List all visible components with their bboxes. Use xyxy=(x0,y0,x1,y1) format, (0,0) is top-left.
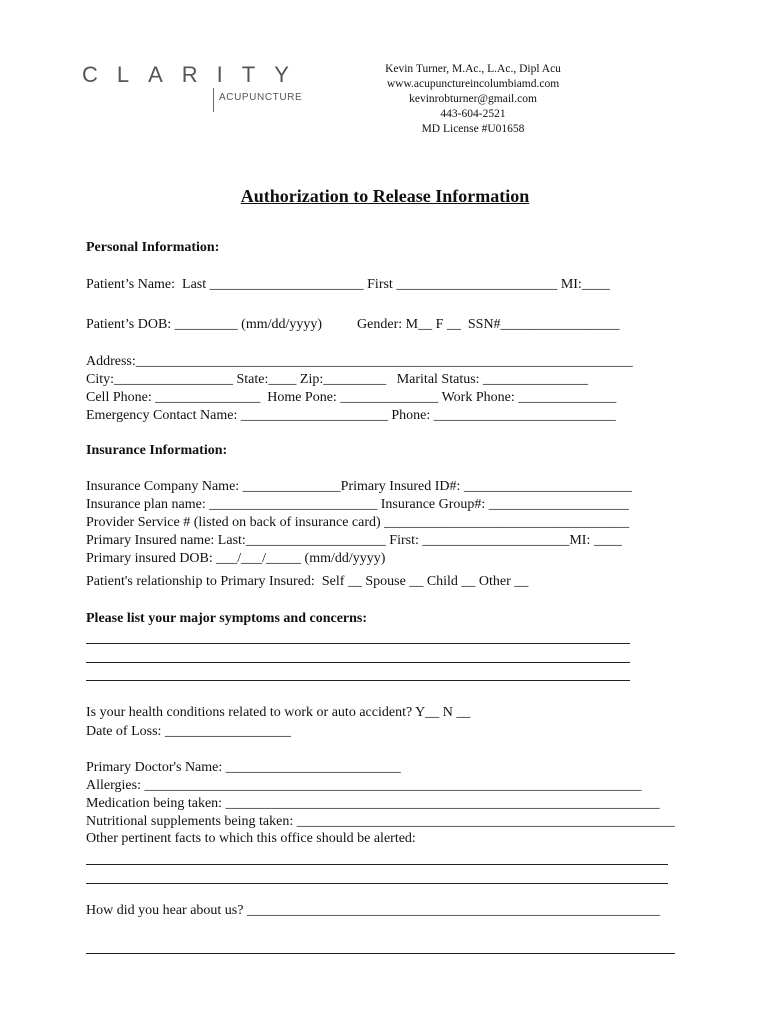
allergies-field[interactable]: Allergies: _______________________________________________________________________ xyxy=(86,778,642,793)
patient-name-field[interactable]: Patient’s Name: Last ______________________ First _______________________ MI:____ xyxy=(86,277,610,292)
insurance-heading: Insurance Information: xyxy=(86,443,228,458)
referral-extra-line[interactable] xyxy=(86,953,675,954)
city-state-zip-field[interactable]: City:_________________ State:____ Zip:_________ Marital Status: _______________ xyxy=(86,372,589,387)
accident-question[interactable]: Is your health conditions related to work or auto accident? Y__ N __ xyxy=(86,705,471,720)
personal-heading: Personal Information: xyxy=(86,240,220,255)
referral-field[interactable]: How did you hear about us? ___________________________________________________________ xyxy=(86,903,660,918)
primary-doctor-field[interactable]: Primary Doctor's Name: _________________________ xyxy=(86,760,401,775)
primary-insured-name-field[interactable]: Primary Insured name: Last:____________________ First: _____________________MI: ____ xyxy=(86,533,622,548)
page-title: Authorization to Release Information xyxy=(240,186,530,206)
primary-insured-dob-field[interactable]: Primary insured DOB: ___/___/_____ (mm/dd/yyyy) xyxy=(86,551,386,566)
patient-dob-field[interactable]: Patient’s DOB: _________ (mm/dd/yyyy) Gender: M__ F __ SSN#_________________ xyxy=(86,317,620,332)
phone-numbers-field[interactable]: Cell Phone: _______________ Home Pone: ______________ Work Phone: ______________ xyxy=(86,390,617,405)
other-facts-label: Other pertinent facts to which this office should be alerted: xyxy=(86,831,416,846)
address-field[interactable]: Address:_______________________________________________________________________ xyxy=(86,354,633,369)
relationship-field[interactable]: Patient's relationship to Primary Insured: Self __ Spouse __ Child __ Other __ xyxy=(86,574,529,589)
symptoms-line[interactable] xyxy=(86,680,630,681)
phone: 443-604-2521 xyxy=(440,108,506,120)
logo-wordmark: CLARITY xyxy=(82,62,308,87)
other-facts-line[interactable] xyxy=(86,864,668,865)
insurance-plan-field[interactable]: Insurance plan name: ________________________ Insurance Group#: ____________________ xyxy=(86,497,629,512)
medication-field[interactable]: Medication being taken: ______________________________________________________________ xyxy=(86,796,660,811)
emergency-contact-field[interactable]: Emergency Contact Name: _____________________ Phone: __________________________ xyxy=(86,408,616,423)
logo-subtitle: ACUPUNCTURE xyxy=(219,92,303,103)
other-facts-line[interactable] xyxy=(86,883,668,884)
date-of-loss-field[interactable]: Date of Loss: __________________ xyxy=(86,724,291,739)
practitioner-name: Kevin Turner, M.Ac., L.Ac., Dipl Acu xyxy=(385,63,561,75)
insurance-company-field[interactable]: Insurance Company Name: ______________Primary Insured ID#: ________________________ xyxy=(86,479,632,494)
symptoms-line[interactable] xyxy=(86,662,630,663)
email: kevinrobturner@gmail.com xyxy=(409,93,537,105)
symptoms-line[interactable] xyxy=(86,643,630,644)
clarity-logo xyxy=(82,62,322,114)
provider-service-field[interactable]: Provider Service # (listed on back of insurance card) ___________________________________ xyxy=(86,515,630,530)
logo-divider xyxy=(213,88,214,112)
contact-block xyxy=(360,62,586,137)
website: www.acupunctureincolumbiamd.com xyxy=(386,78,560,90)
supplements-field[interactable]: Nutritional supplements being taken: ______________________________________________________ xyxy=(86,814,675,829)
symptoms-heading: Please list your major symptoms and concerns: xyxy=(86,611,368,626)
license: MD License #U01658 xyxy=(421,123,525,135)
